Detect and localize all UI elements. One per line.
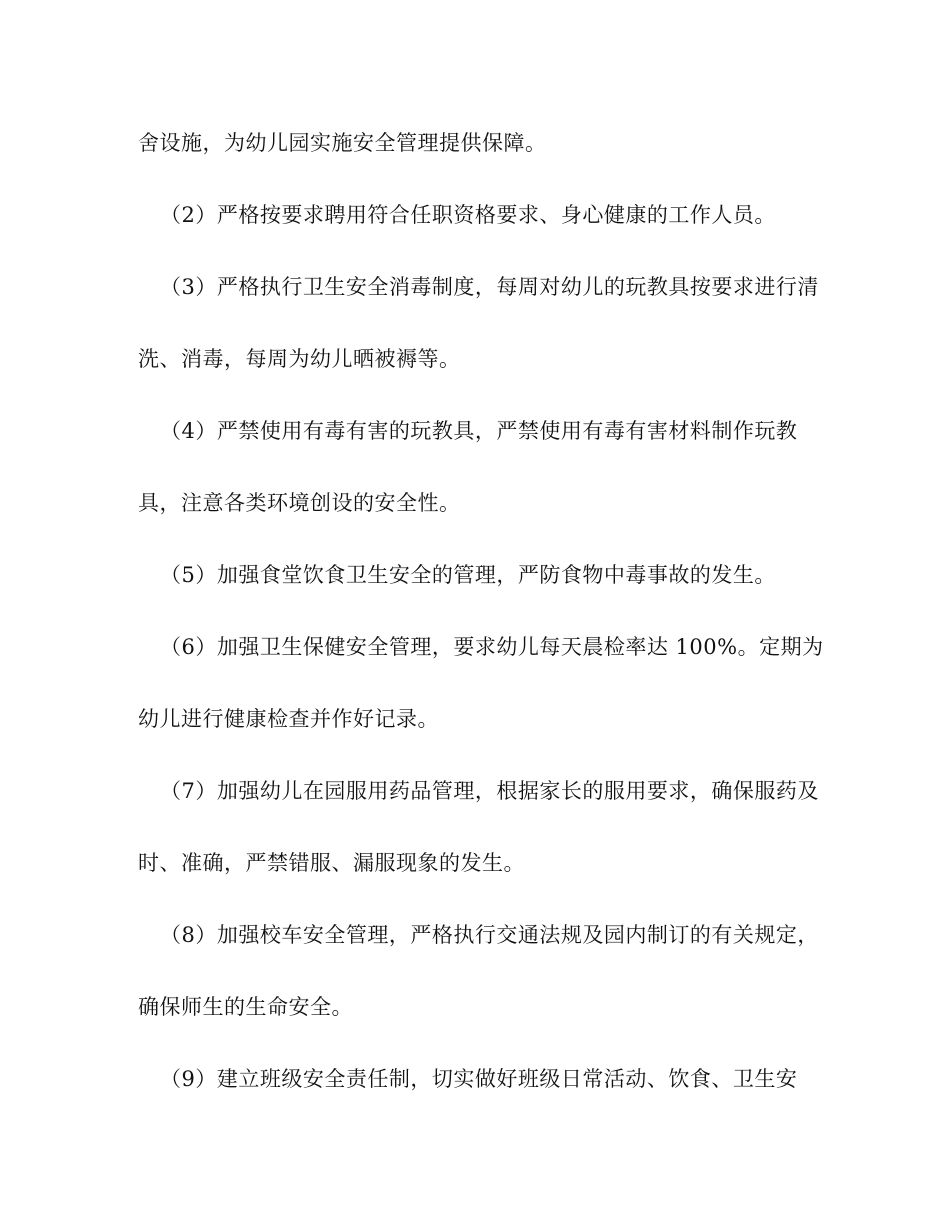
text-line: （5）加强食堂饮食卫生安全的管理，严防食物中毒事故的发生。 (160, 563, 776, 587)
text-line: 幼儿进行健康检查并作好记录。 (138, 707, 439, 731)
text-line: 洗、消毒，每周为幼儿晒被褥等。 (138, 347, 461, 371)
text-line: （9）建立班级安全责任制，切实做好班级日常活动、饮食、卫生安 (160, 1067, 798, 1091)
text-line: （7）加强幼儿在园服用药品管理，根据家长的服用要求，确保服药及 (160, 779, 819, 803)
text-line: 时、准确，严禁错服、漏服现象的发生。 (138, 851, 525, 875)
text-line: 具，注意各类环境创设的安全性。 (138, 491, 461, 515)
text-line: （6）加强卫生保健安全管理，要求幼儿每天晨检率达 100%。定期为 (160, 635, 824, 659)
text-line: 舍设施，为幼儿园实施安全管理提供保障。 (138, 131, 547, 155)
text-line: （2）严格按要求聘用符合任职资格要求、身心健康的工作人员。 (160, 203, 776, 227)
text-line: （8）加强校车安全管理，严格执行交通法规及园内制订的有关规定， (160, 923, 819, 947)
text-line: 确保师生的生命安全。 (138, 995, 353, 1019)
text-line: （4）严禁使用有毒有害的玩教具，严禁使用有毒有害材料制作玩教 (160, 419, 798, 443)
text-line: （3）严格执行卫生安全消毒制度，每周对幼儿的玩教具按要求进行清 (160, 275, 819, 299)
